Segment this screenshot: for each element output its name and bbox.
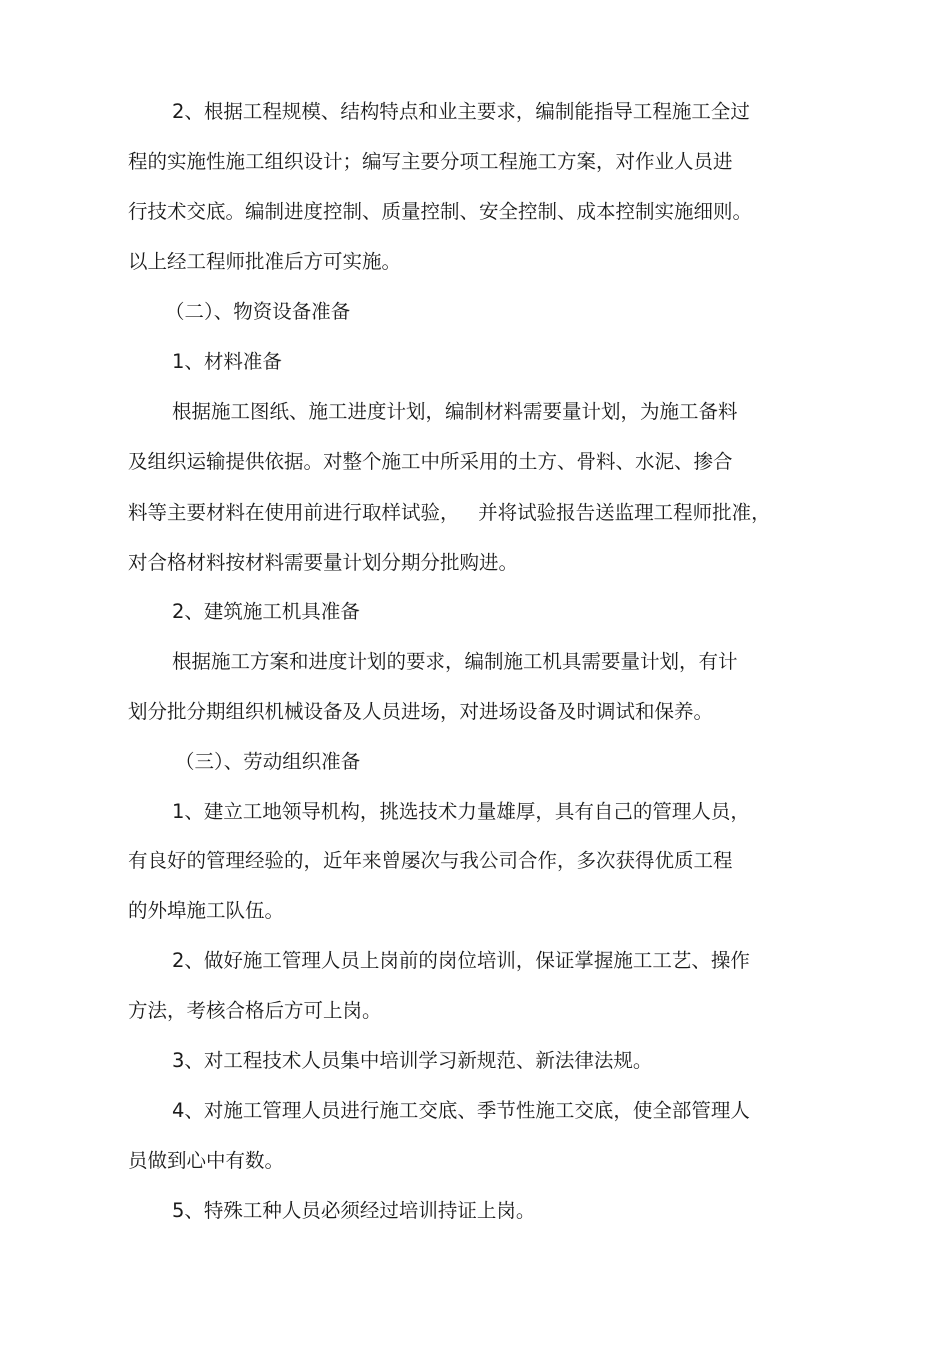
- text-line: 有良好的管理经验的，近年来曾屡次与我公司合作，多次获得优质工程: [128, 849, 733, 872]
- text-line: 的外埠施工队伍。: [128, 899, 285, 922]
- text-line: 5、特殊工种人员必须经过培训持证上岗。: [172, 1199, 536, 1222]
- section-heading: （二）、物资设备准备: [165, 300, 351, 323]
- text-line: 及组织运输提供依据。对整个施工中所采用的土方、骨料、水泥、掺合: [128, 450, 733, 473]
- text-line: 员做到心中有数。: [128, 1149, 285, 1172]
- text-line: 料等主要材料在使用前进行取样试验， 并将试验报告送监理工程师批准，: [128, 501, 771, 524]
- text-line: 程的实施性施工组织设计；编写主要分项工程施工方案，对作业人员进: [128, 150, 733, 173]
- text-line: 根据施工图纸、施工进度计划，编制材料需要量计划，为施工备料: [172, 400, 738, 423]
- text-line: 划分批分期组织机械设备及人员进场，对进场设备及时调试和保养。: [128, 700, 714, 723]
- text-line: 对合格材料按材料需要量计划分期分批购进。: [128, 551, 519, 574]
- text-line: 1、建立工地领导机构，挑选技术力量雄厚，具有自己的管理人员，: [172, 800, 750, 823]
- text-line: 2、做好施工管理人员上岗前的岗位培训，保证掌握施工工艺、操作: [172, 949, 750, 972]
- text-line: 行技术交底。编制进度控制、质量控制、安全控制、成本控制实施细则。: [128, 200, 753, 223]
- text-line: 3、对工程技术人员集中培训学习新规范、新法律法规。: [172, 1049, 653, 1072]
- text-line: 以上经工程师批准后方可实施。: [128, 250, 402, 273]
- subsection-heading: 2、建筑施工机具准备: [172, 600, 360, 623]
- text-line: 2、根据工程规模、结构特点和业主要求，编制能指导工程施工全过: [172, 100, 750, 123]
- text-line: 方法，考核合格后方可上岗。: [128, 999, 382, 1022]
- text-line: 根据施工方案和进度计划的要求，编制施工机具需要量计划，有计: [172, 650, 738, 673]
- text-line: 4、对施工管理人员进行施工交底、季节性施工交底，使全部管理人: [172, 1099, 750, 1122]
- section-heading: （三）、劳动组织准备: [175, 750, 361, 773]
- subsection-heading: 1、材料准备: [172, 350, 282, 373]
